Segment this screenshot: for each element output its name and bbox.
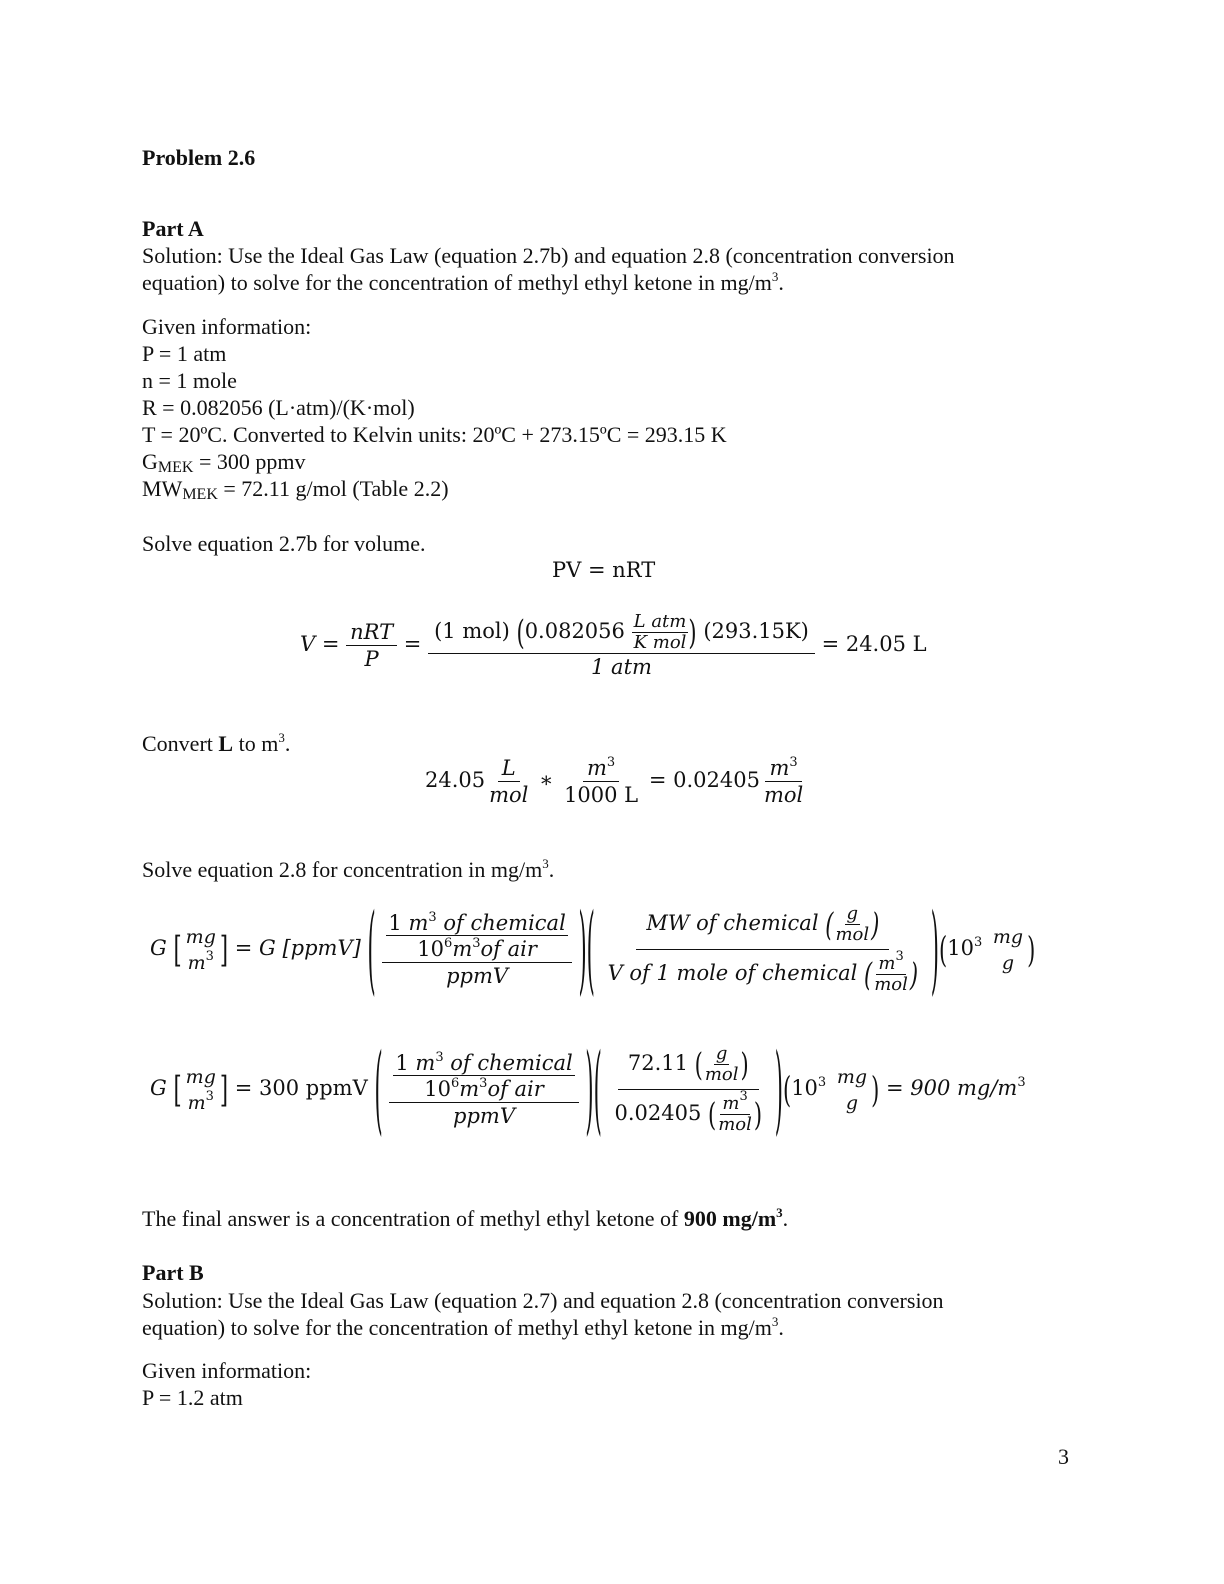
given-molecular-weight: $MW_{MEK} = 72.11$ g/mol (Table 2.2) [142,476,449,503]
part-b-solution-line2: equation) to solve for the concentration of methyl ethyl ketone in $mg/m^3$. [142,1314,784,1340]
unit-conversion-equation: 24.05 $\frac{L}{\text{mol}}$ ∗ $\frac{m^3}{1000 L}$ = 0.02405 $\frac{m^3}{\text{mol}}$ [425,755,804,807]
part-b-given-heading: Given information: [142,1358,312,1383]
part-b-heading: Part B [142,1260,204,1285]
part-a-given-heading: Given information: [142,314,312,339]
page-number: 3 [1058,1444,1069,1469]
given-concentration: $G_{MEK} = 300$ ppmv [142,449,306,476]
part-b-given-pressure: P = 1.2 atm [142,1385,243,1410]
part-b-solution-line1: Solution: Use the Ideal Gas Law (equation 2.7) and equation 2.8 (concentration conversion [142,1288,944,1313]
problem-title: Problem 2.6 [142,145,256,170]
part-a-solution-line2: equation) to solve for the concentration of methyl ethyl ketone in $mg/m^3$. [142,269,784,295]
concentration-calculation: G [ mg $m^3$ ] = 300 ppmV ( $\frac{\frac{1 m^3 of chemical}{10^6m^3of air}}{\text{ppmV}}$ )( 72.11 ( $\frac{g}{\text{mol}}$ ) 0.02405 ( $\frac{m^3}{\text{mol}}$ ) )($10^3$ mg g ) = 900 $mg/m^3$ [150,1034,1026,1145]
given-pressure: P = 1 atm [142,341,227,366]
part-a-solution-line1: Solution: Use the Ideal Gas Law (equation 2.7b) and equation 2.8 (concentration conversion [142,243,955,268]
final-answer: The final answer is a concentration of methyl ethyl ketone of 900 $mg/m^3$. [142,1205,789,1231]
concentration-formula: G [ mg $m^3$ ] = G [ppmV] ( $\frac{\frac{1 m^3 of chemical}{10^6m^3of air}}{\text{ppmV}}$ )( MW of chemical ( $\frac{g}{\text{mol}}$ ) V of 1 mole of chemical ( $\frac{m^3}{\text{mol}}$ ) )($10^3$ mg g ) [150,894,1036,1005]
solve-volume-text: Solve equation 2.7b for volume. [142,531,426,556]
ideal-gas-law-equation: PV = nRT [552,558,656,582]
given-temperature: T = 20ºC. Converted to Kelvin units: 20ºC + 273.15ºC = 293.15 K [142,422,727,447]
volume-equation: V = $\frac{\text{nRT}}{P}$ = (1 mol) (0.082056 $\frac{\text{L atm}}{\text{K mol}}$ ) (293.15K) 1 atm = 24.05 L [300,611,927,679]
part-a-heading: Part A [142,216,204,241]
convert-text: Convert L to $m^3$. [142,730,291,756]
solve-concentration-text: Solve equation 2.8 for concentration in $mg/m^3$. [142,856,555,882]
given-moles: n = 1 mole [142,368,237,393]
given-gas-constant: R = 0.082056 (L·atm)/(K·mol) [142,395,415,420]
